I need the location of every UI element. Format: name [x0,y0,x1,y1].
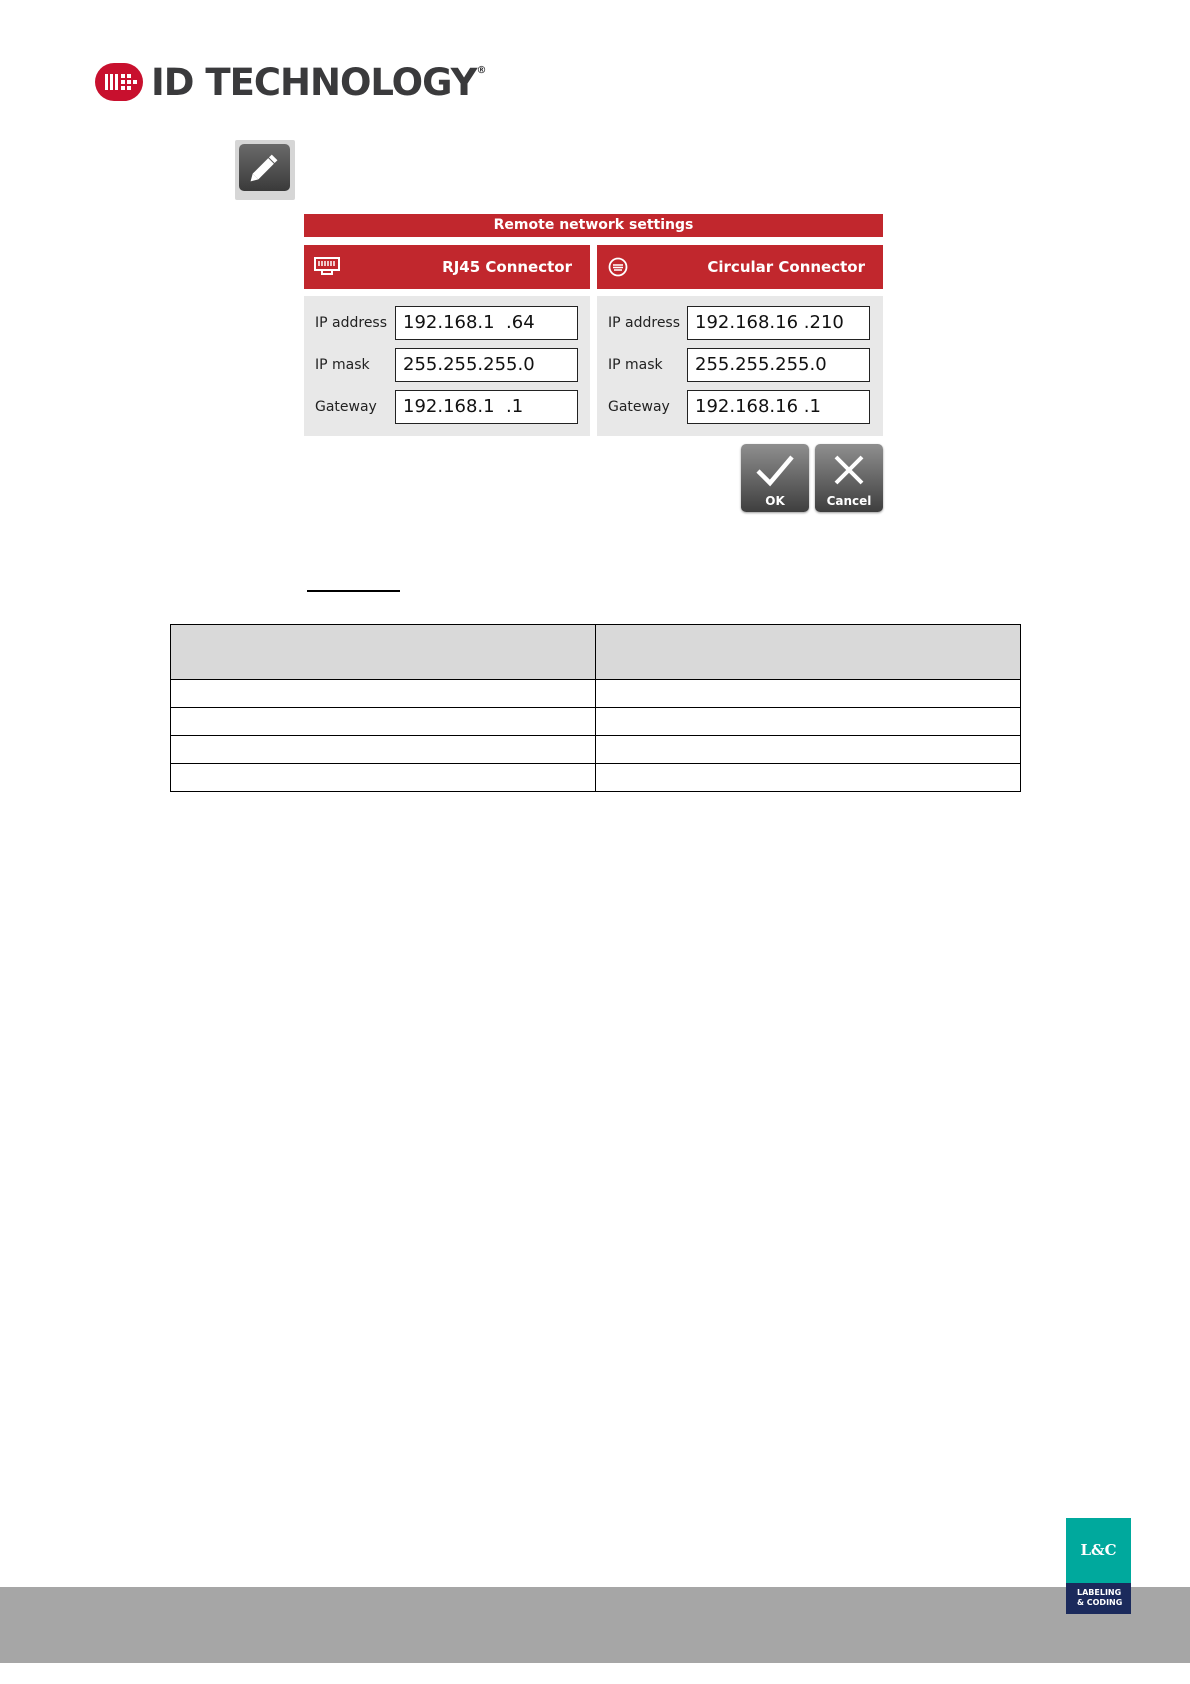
circular-ip-mask-label: IP mask [608,357,663,373]
rj45-connector-header [304,245,590,289]
ok-button[interactable] [741,444,809,512]
cancel-button-label: Cancel [826,494,872,508]
table-cell [171,680,596,708]
labeling-coding-badge [1066,1518,1131,1614]
brand-logo [95,60,485,104]
badge-top-text: L&C [1066,1518,1131,1583]
table-cell [171,764,596,792]
circular-ip-address-label: IP address [608,315,681,331]
circular-ip-address-field[interactable]: 192.168.16 .210 [687,306,870,340]
circular-connector-label: Circular Connector [707,258,865,276]
circular-settings-panel [597,296,883,436]
rj45-gateway-field[interactable]: 192.168.1 .1 [395,390,578,424]
brand-name: ID TECHNOLOGY® [151,60,486,104]
table-cell [596,764,1021,792]
edit-button[interactable] [235,140,295,200]
table-cell [171,736,596,764]
circular-ip-mask-field[interactable]: 255.255.255.0 [687,348,870,382]
rj45-gateway-label: Gateway [315,399,377,415]
rj45-ip-address-label: IP address [315,315,388,331]
rj45-connector-label: RJ45 Connector [442,258,572,276]
badge-bottom-text [1066,1583,1131,1614]
table-row [171,736,1021,764]
rj45-ip-address-field[interactable]: 192.168.1 .64 [395,306,578,340]
rj45-settings-panel [304,296,590,436]
table-row [171,764,1021,792]
circular-connector-header [597,245,883,289]
table-header-row [171,625,1021,680]
section-underline [307,590,400,592]
table-row [171,708,1021,736]
rj45-ip-mask-label: IP mask [315,357,370,373]
cancel-button[interactable] [815,444,883,512]
table-header-cell [171,625,596,680]
circular-gateway-label: Gateway [608,399,670,415]
table-header-cell [596,625,1021,680]
badge-line-1: LABELING [1077,1588,1122,1597]
table-cell [596,680,1021,708]
table-cell [596,736,1021,764]
settings-table [170,624,1021,792]
badge-line-2: & CODING [1077,1598,1123,1607]
brand-logo-icon [95,63,143,101]
close-icon [815,444,883,494]
rj45-ip-mask-field[interactable]: 255.255.255.0 [395,348,578,382]
dialog-title: Remote network settings [304,214,883,237]
circular-connector-icon [607,257,633,277]
ethernet-port-icon [314,257,340,277]
table-cell [171,708,596,736]
pencil-icon [239,144,290,191]
table-row [171,680,1021,708]
ok-button-label: OK [765,494,785,508]
table-cell [596,708,1021,736]
checkmark-icon [741,444,809,494]
footer-bar [0,1587,1190,1663]
circular-gateway-field[interactable]: 192.168.16 .1 [687,390,870,424]
